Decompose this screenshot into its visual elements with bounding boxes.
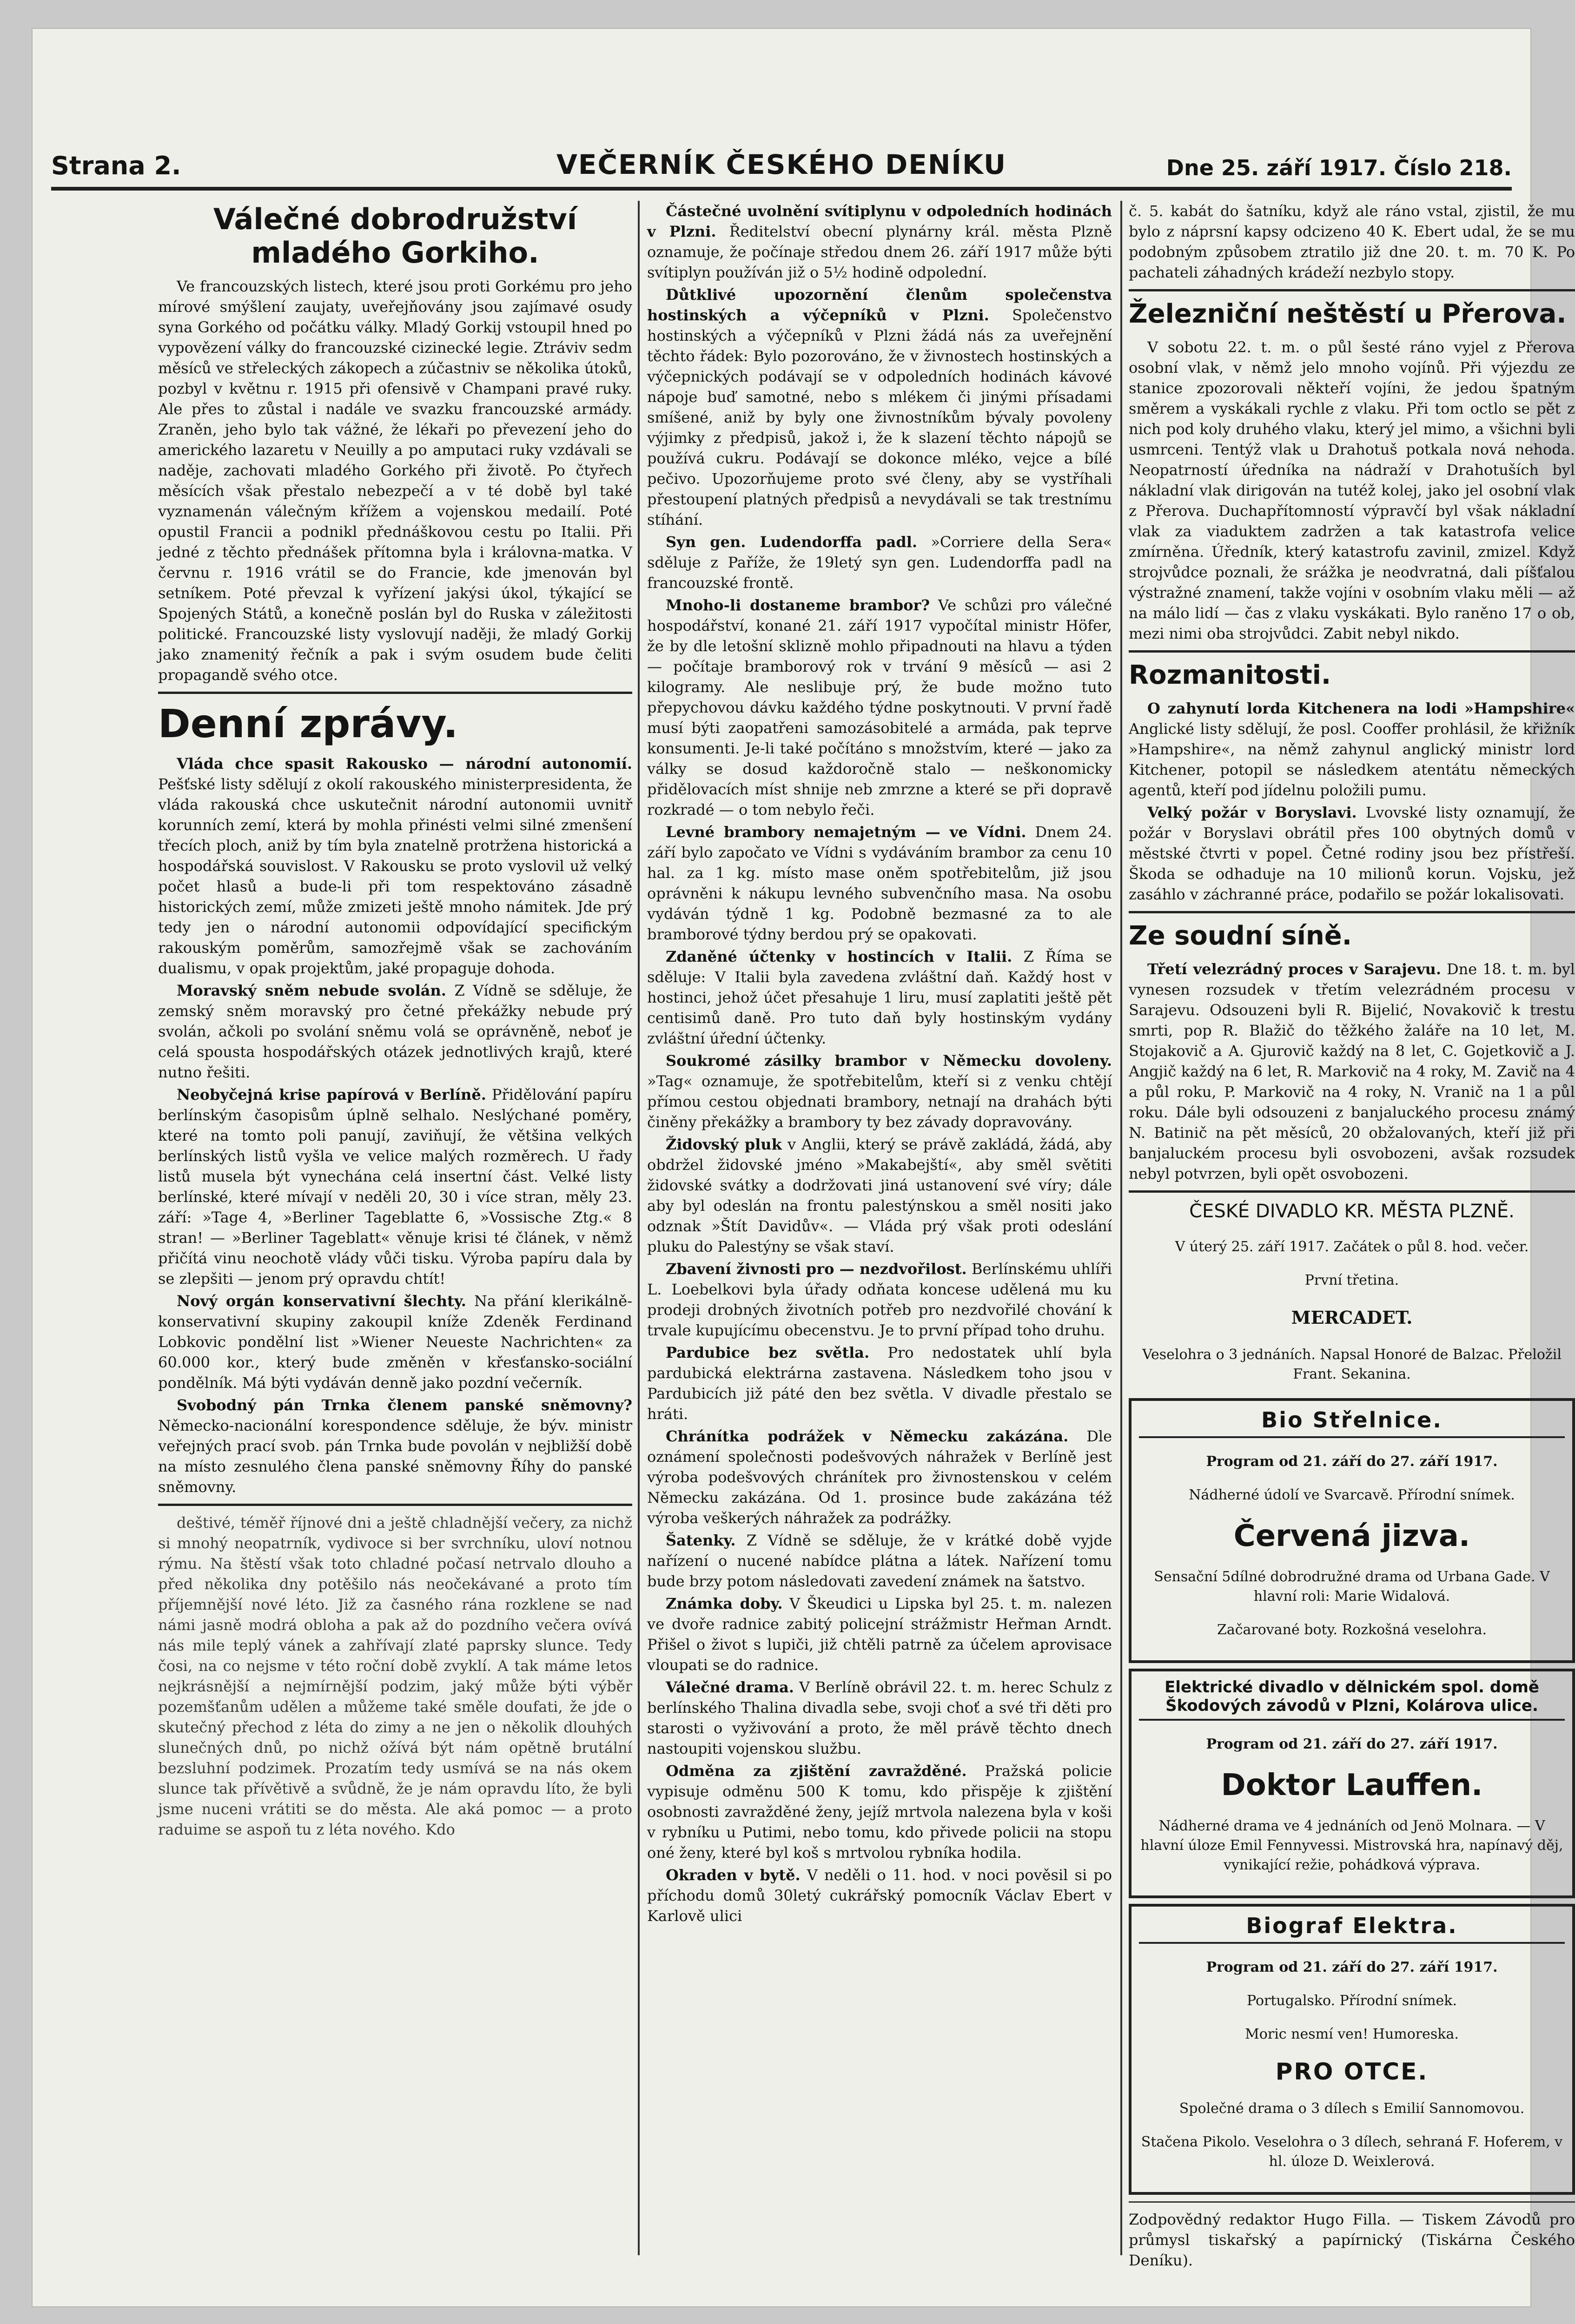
news-head: Svobodný pán Trnka členem panské sněmovny? [177, 1396, 632, 1414]
news-item [647, 946, 1112, 1049]
cinema-line: Nádherné údolí ve Svarcavě. Přírodní snímek. [1189, 1487, 1515, 1503]
column-middle [647, 201, 1112, 2265]
news-item [158, 1291, 632, 1393]
divider [1129, 289, 1575, 291]
article-title: Válečné dobrodružství mladého Gorkiho. [213, 202, 577, 270]
theatre-details: Veselohra o 3 jednáních. Napsal Honoré de Balzac. Přeložil Frant. Sekanina. [1142, 1347, 1562, 1382]
news-item [647, 284, 1112, 530]
news-text: Pešťské listy sdělují z okolí rakouského ministerpresidenta, že vláda rakouská chce uskutečnit národní autonomii uvnitř korunních zemí, která by mohla přinésti velmi silné zmenšení třecích ploch, aniž by tím byla znatelně protržena historická a hospodářská souvislost. V Rakousku se proto vyslovil už velký počet hlasů a bude-li při tom respektováno zásadně historických zemí, může zmizeti ještě mnoho námitek. Jde prý tedy jen o národní autonomii odpovídající specifickým rakouským poměrům, samozřejmě však se zachováním dualismu, v opak projektům, jaké propaguje dohoda. [158, 775, 632, 977]
cinema-program: Program od 21. září do 27. září 1917. [1206, 1736, 1498, 1752]
news-head: Levné brambory nemajetným — ve Vídni. [666, 823, 1026, 841]
divider [158, 692, 632, 694]
news-item [158, 1395, 632, 1497]
news-head: Důtklivé upozornění členům společenstva hostinských a výčepníků v Plzni. [647, 286, 1112, 324]
news-item [647, 1761, 1112, 1863]
news-item [647, 1342, 1112, 1424]
news-text: Z Vídně se sděluje, že v krátké době vyjde nařízení o nucené nabídce plátna a látek. Nařízení tomu bude brzy potom následovati zavedení známek na šatstvo. [647, 1532, 1112, 1590]
news-item [158, 1084, 632, 1289]
news-item [158, 980, 632, 1083]
section-title: Železniční neštěstí u Přerova. [1129, 299, 1567, 329]
divider [1129, 1190, 1575, 1193]
news-text: Z Vídně se sděluje, že zemský sněm moravský pro četné překážky nebude prý svolán, ačkoli po svolání sněmu volá se oprávněně, neboť je celá spousta hospodářských otázek jednotlivých krajů, které nutno řešiti. [158, 982, 632, 1081]
feuilleton-text: deštivé, téměř říjnové dni a ještě chladnější večery, za nichž si mnohý neopatrník, vydivoce si ber svrchníku, uloví notnou rýmu. Na štěstí však toto chladné počasí netrvalo dlouho a před několika dny potěšilo nás neočekávané a proto tím příjemnější nové léto. Již za časného rána rozklene se nad námi jasně modrá obloha a pak až do pozdního večera ovívá nás mile teplý vánek a zahřívají zlaté paprsky slunce. Tedy čosi, na co nejsme v této roční době zvyklí. A tak máme letos nejkrásnější a nejmírnější podzim, jaký může býti výběr pozemšťanům udělen a můžeme také směle doufati, že jde o skutečný přechod z léta do zimy a ne jen o několik dlouhých slunečných dnů, po nichž ožívá být nám opětně brutální bezsluhní podzimek. Prozatím tedy usmívá se na nás okem slunce tak přívětivě a svůdně, že je nám opravdu líto, že byli jsme nuceni vrátiti se do města. Ale aká pomoc — a proto raduime se aspoň tu z léta nového. Kdo [158, 1514, 632, 1838]
news-head: Odměna za zjištění zavražděné. [666, 1762, 967, 1780]
news-text: Ve schůzi pro válečné hospodářství, konané 21. září 1917 vypočítal ministr Höfer, že by dle letošní sklizně mohlo připadnouti na hlavu a týden — počítaje bramborový rok v trvání 9 měsíců — asi 2 kilogramy. Ale neslibuje prý, že bude možno tuto přepychovou dávku každého týdne poskytnouti. V první řadě musí býti zaopatřeni samozásobitelé a armáda, pak teprve konsumenti. Je-li také počítáno s množstvím, které — jako za války se dosud každoročně stalo — neškonomicky přidělovacích míst shnije neb zmrzne a které se při dopravě rozkradé — o tom nebylo řeči. [647, 596, 1112, 819]
cinema-name: Biograf Elektra. [1139, 1913, 1565, 1944]
divider [158, 1504, 632, 1506]
news-text: Berlínskému uhlíři L. Loebelkovi byla úřady odňata koncese udělená mu ku prodeji drobných životních potřeb pro nezdvořilé chování k trvale kupujícímu obecenstvu. Je to první případ toho druhu. [647, 1260, 1112, 1339]
news-text: Přidělování papíru berlínským časopisům úplně selhalo. Neslýchané poměry, které na tomto poli panují, zaviňují, že většina velkých berlínských listů vyšla ve velice malých rozměrech. U řady listů musela být vynechána celá insertní část. Velké listy berlínské, které mívají v neděli 20, 30 i více stran, měly 23. září: »Tage 4, »Berliner Tageblatte 6, »Vossische Ztg.« 8 stran! — »Berliner Tageblatt« věnuje krisi té článek, v němž přičítá vinu neochotě vlády vůči tisku. Výroba papíru dala by se zlepšiti — jenom prý opravdu chtít! [158, 1086, 633, 1287]
news-item [647, 201, 1112, 283]
news-item [1129, 959, 1575, 1184]
column-right [1129, 201, 1575, 2269]
news-item [647, 1259, 1112, 1340]
theatre-play: MERCADET. [1291, 1307, 1413, 1328]
news-head: Zbavení živnosti pro — nezdvořilost. [666, 1260, 967, 1278]
cinema-line: Společné drama o 3 dílech s Emilií Sannomovou. [1179, 2100, 1525, 2117]
news-text: Ředitelství obecní plynárny král. města Plzně oznamuje, že počínaje středou dnem 26. září 1917 může býti svítiplyn používán již o 5½ hodině odpolední. [647, 223, 1112, 281]
cinema-line: Začarované boty. Rozkošná veselohra. [1217, 1622, 1487, 1638]
news-head: Velký požár v Boryslavi. [1147, 804, 1357, 821]
news-head: Neobyčejná krise papírová v Berlíně. [177, 1086, 486, 1103]
film-title: PRO OTCE. [1275, 2058, 1429, 2085]
cinema-line: Sensační 5dílné dobrodružné drama od Urbana Gade. V hlavní roli: Marie Widalová. [1154, 1569, 1550, 1604]
news-head: Moravský sněm nebude svolán. [177, 982, 446, 999]
cinema-line: Moric nesmí ven! Humoreska. [1245, 2026, 1459, 2042]
news-item [647, 1050, 1112, 1132]
issue-date: Dne 25. září 1917. Číslo 218. [1166, 155, 1512, 180]
news-text: »Corriere della Sera« sděluje z Paříže, že 19letý syn gen. Ludendorffa padl na francouzské frontě. [647, 533, 1112, 592]
theatre-date: V úterý 25. září 1917. Začátek o půl 8. hod. večer. [1175, 1239, 1529, 1255]
news-head: Šatenky. [666, 1532, 736, 1549]
news-head: Židovský pluk [666, 1136, 782, 1153]
news-head: Zdaněné účtenky v hostincích v Italii. [666, 948, 1012, 965]
news-item [647, 1677, 1112, 1759]
theatre-subscription: První třetina. [1304, 1272, 1399, 1288]
news-head: Syn gen. Ludendorffa padl. [666, 533, 918, 551]
news-head: O zahynutí lorda Kitchenera na lodi »Hampshire« [1147, 700, 1575, 717]
news-head: Soukromé zásilky brambor v Německu dovoleny. [666, 1052, 1112, 1070]
news-head: Nový orgán konservativní šlechty. [177, 1292, 466, 1310]
news-list [158, 753, 632, 1497]
divider [1129, 2201, 1575, 2203]
news-item [158, 753, 632, 978]
news-text: Z Říma se sděluje: V Italii byla zavedena zvláštní daň. Každý host v hostinci, jehož účet přesahuje 1 liru, musí zaplatiti ještě pět centisimů daně. Pro tuto daň byly hostinským vydány zvláštní úřední účtenky. [647, 948, 1112, 1047]
imprint: Zodpovědný redaktor Hugo Filla. — Tiskem Závodů pro průmysl tiskařský a papírnický (Tiskárna Českého Deníku). [1129, 2211, 1575, 2269]
news-item [647, 822, 1112, 944]
news-item [647, 1593, 1112, 1675]
news-text: Pražská policie vypisuje odměnu 500 K tomu, kdo přispěje k zjištění osobnosti zavražděné ženy, jejíž mrtvola nalezena byla v koši v rybníku u Putimi, nebo tomu, kdo přivede policii na stopu oné ženy, které byl koš s mrtvolou rybníka hodila. [647, 1762, 1112, 1862]
column-divider [1120, 201, 1122, 2255]
news-head: Vláda chce spasit Rakousko — národní autonomií. [177, 755, 632, 772]
newspaper-page [33, 29, 1575, 2306]
news-head: Mnoho-li dostaneme brambor? [666, 596, 930, 614]
cinema-name: Bio Střelnice. [1139, 1407, 1565, 1438]
cinema-program: Program od 21. září do 27. září 1917. [1206, 1453, 1498, 1470]
news-text: Dle oznámení společnosti podešvových náhražek v Berlíně jest výroba podešvových chránítek pro živnostenskou v celém Německu zakázána. Od 1. prosince bude zakázána též výroba veškerých náhražek za podrážky. [647, 1427, 1112, 1527]
news-head: Válečné drama. [666, 1678, 794, 1696]
news-text: Německo-nacionální korespondence sděluje, že býv. ministr veřejných prací svob. pán Trnka bude povolán v nejbližší době na místo zesnulého člena panské sněmovny Říhy do panské sněmovny. [158, 1417, 632, 1496]
news-item [647, 532, 1112, 593]
news-text: Anglické listy sdělují, že posl. Cooffer prohlásil, že křižník »Hampshire«, na němž zahynul anglický ministr lord Kitchener, potopil se následkem atentátu německých agentů, kteří pod jídelnu položili pumu. [1129, 720, 1575, 799]
column-divider [638, 201, 640, 2255]
newspaper-title: VEČERNÍK ČESKÉHO DENÍKU [556, 149, 1007, 180]
column-left [158, 201, 632, 2199]
news-item [647, 1426, 1112, 1528]
cinema-name: Elektrické divadlo v dělnickém spol. domě Škodových závodů v Plzni, Kolárova ulice. [1139, 1678, 1565, 1721]
news-text: V neděli o 11. hod. v noci pověsil si po příchodu domů 30letý cukrářský pomocník Václav Ebert v Karlově ulici [647, 1866, 1112, 1925]
cinema-ad-elektricke [1129, 1669, 1575, 1898]
news-text: V Škeudici u Lipska byl 25. t. m. nalezen ve dvoře radnice zabitý policejní strážmistr Heřman Arndt. Přišel o život s lupiči, již chtěli patrně za účelem aprovisace vloupati se do radnice. [647, 1595, 1112, 1674]
news-text: V Berlíně obrávil 22. t. m. herec Schulz z berlínského Thalina divadla sebe, svoji choť a své tři děti pro starosti o vyživování a proto, že měl právě těchto dnech nastoupiti vojenskou službu. [647, 1678, 1112, 1757]
news-item [647, 1530, 1112, 1591]
news-text: Dnem 24. září bylo započato ve Vídni s vydáváním brambor za cenu 10 hal. za 1 kg. místo mase oněm spotřebitelům, již jsou oprávněni k nákupu levného subvenčního masa. Na osobu vydáván týdně 1 kg. Podobně bezmasné za to ale bramborové týdny berdou prý se opakovati. [647, 823, 1112, 943]
news-item [647, 595, 1112, 820]
divider [1129, 911, 1575, 913]
news-item [647, 1865, 1112, 1926]
news-text: v Anglii, který se právě zakládá, žádá, aby obdržel židovské jméno »Makabejští«, aby směl světiti židovské svátky a dodržovati jiná ustanovení své víry; dále aby byl odeslán na frontu palestýnskou a směl nositi jako odznak »Štít Davidův«. — Vláda prý však proti odeslání pluku do Palestýny se však staví. [647, 1136, 1112, 1255]
news-head: Okraden v bytě. [666, 1866, 801, 1884]
news-text: Lvovské listy oznamují, že požár v Boryslavi obrátil přes 100 obytných domů v městské čtvrti v popel. Četné rodiny jsou bez přístřeší. Škoda se odhaduje na 10 milionů korun. Vojsku, jež zasáhlo v záchranné práce, podařilo se požár lokalisovati. [1129, 804, 1575, 903]
article-continuation: č. 5. kabát do šatníku, když ale ráno vstal, zjistil, že mu bylo z náprsní kapsy odcizeno 40 K. Ebert udal, že se mu podobným způsobem ztratilo již dne 20. t. m. 70 K. Po pachateli záhadných krádeží nezbylo stopy. [1129, 202, 1575, 281]
page-header [51, 122, 1512, 191]
film-title: Červená jizva. [1233, 1519, 1470, 1553]
news-head: Částečné uvolnění svítiplynu v odpoledních hodinách v Plzni. [647, 202, 1112, 240]
news-text: Pro nedostatek uhlí byla pardubická elektrárna zastavena. Následkem toho jsou v Pardubicích již páté den bez světla. V divadle přestalo se hráti. [647, 1344, 1112, 1423]
news-text: »Tag« oznamuje, že spotřebitelům, kteří si z venku chtějí přímou cestou objednati brambory, netnají na drahách býti činěny překážky a brambory ty bez závady dopravovány. [647, 1072, 1112, 1131]
film-title: Doktor Lauffen. [1221, 1768, 1483, 1802]
page-number: Strana 2. [51, 151, 181, 180]
news-head: Pardubice bez světla. [666, 1344, 870, 1361]
news-text: Na přání klerikálně-konservativní skupiny zakoupil kníže Zdeněk Ferdinand Lobkovic pondělní list »Wiener Neueste Nachrichten« za 60.000 kor., který bude změněn v křesťansko-sociální pondělník. Má býti vydáván denně jako pozdní večerník. [158, 1292, 632, 1392]
cinema-program: Program od 21. září do 27. září 1917. [1206, 1959, 1498, 1975]
cinema-line: Nádherné drama ve 4 jednáních od Jenö Molnara. — V hlavní úloze Emil Fennyvessi. Mistrovská hra, napínavý děj, vynikající režie, pohádková výprava. [1140, 1818, 1563, 1873]
news-head: Známka doby. [666, 1595, 783, 1612]
article-body: Ve francouzských listech, které jsou proti Gorkému pro jeho mírové smýšlení zaujaty, uveřejňovány jsou zajímavé osudy syna Gorkého od počátku války. Mladý Gorkij vstoupil hned po vypovězení války do francouzské cizinecké legie. Ztráviv sedm měsíců ve střeleckých zákopech a zúčastniv se několika útoků, pozbyl v květnu r. 1915 při ofensivě v Champani pravé ruky. Ale přes to zůstal i nadále ve svazku francouzské armády. Zraněn, jeho bylo tak vážné, že lékaři po převezení jeho do amerického lazaretu v Neuilly a po amputaci ruky vzdávali se naděje, zachovati mladého Gorkého při životě. Po čtyřech měsících však přestalo nebezpečí a v té době byl také vyznamenán válečným křížem a vojenskou medailí. Poté opustil Francii a podnikl přednáškovou cestu po Italii. Při jedné z těchto přednášek přítomna byla i královna-matka. V červnu r. 1916 vrátil se do Francie, kde jmenován byl setníkem. Poté převzal k vyřízení jakýsi úkol, týkající se Spojených Států, a konečně poslán byl do Ruska v záležitosti politické. Francouzské listy vyslovují naději, že mladý Gorkij jako znamenitý řečník a pak i svým osudem bude čeliti propagandě svého otce. [158, 277, 632, 684]
section-title: Denní zprávy. [158, 701, 458, 746]
article-body: V sobotu 22. t. m. o půl šesté ráno vyjel z Přerova osobní vlak, v němž jelo mnoho vojínů. Při výjezdu ze stanice zpozorovali někteří vojíni, že jedou špatným směrem a vyskákali rychle z vlaku. Při tom octlo se pět z nich pod koly druhého vlaku, který jel mimo, a všichni byli usmrceni. Tentýž vlak u Drahotuš potkala nová nehoda. Neopatrností úředníka na nádraží v Drahotuších byl nákladní vlak dirigován na tutéž kolej, jako jel osobní vlak z Přerova. Duchapřítomností výpravčí byl však nákladní vlak za viaduktem zadržen a tak katastrofa velice zmírněna. Úředník, který katastrofu zavinil, zmizel. Když strojvůdce poznali, že srážka je neodvratná, dali píšťalou výstražné znamení, takže vojíni v osobním vlaku měli — až na málo lidí — čas z vlaku vyskákati. Bylo raněno 17 o ob, mezi nimi oba strojvůdci. Zabit nebyl nikdo. [1129, 338, 1575, 642]
news-head: Chránítka podrážek v Německu zakázána. [666, 1427, 1069, 1445]
cinema-ad-strelnice [1129, 1398, 1575, 1663]
news-item [647, 1134, 1112, 1257]
theatre-title: ČESKÉ DIVADLO KR. MĚSTA PLZNĚ. [1189, 1201, 1515, 1222]
news-text: Dne 18. t. m. byl vynesen rozsudek v třetím velezrádném procesu v Sarajevu. Odsouzeni byli R. Bijelić, Novakovič k trestu smrti, pop R. Blažič do těžkého žaláře na 10 let, M. Stojakovič a A. Gjurovič každý na 8 let, C. Gojetkovič a J. Angjič každý na 6 let, R. Markovič na 4 roky, M. Zavič na 4 a půl roku, P. Markovič na 4 roky, N. Vranič na 1 a půl roku. Dále byli odsouzeni z banjaluckého procesu známý N. Batinič na pět měsíců, 20 obžalovaných, kteří již při banjaluckém procesu byli osvobozeni, avšak rozsudek nebyl potvrzen, byli opět osvobozeni. [1129, 960, 1575, 1182]
divider [1129, 650, 1575, 653]
section-title: Rozmanitosti. [1129, 660, 1331, 690]
cinema-line: Portugalsko. Přírodní snímek. [1246, 1993, 1457, 2009]
cinema-line: Stačena Pikolo. Veselohra o 3 dílech, sehraná F. Hoferem, v hl. úloze D. Weixlerová. [1141, 2134, 1563, 2170]
cinema-ad-elektra [1129, 1904, 1575, 2195]
news-text: Společenstvo hostinských a výčepníků v Plzni žádá nás za uveřejnění těchto řádek: Bylo pozorováno, že v živnostech hostinských a výčepnických podávají se v odpoledních hodinách kávové nápoje buď samotné, nebo s mlékem či jinými přísadami smíšené, aniž by byly one živnostníkům bývaly povoleny výjimky z předpisů, jakož i, že k slazení těchto nápojů se používá cukru. Podávají se dokonce mléko, vejce a bílé pečivo. Upozorňujeme proto své členy, aby se vystříhali přestoupení platných předpisů a nevydávali se tak trestnímu stíhání. [647, 306, 1112, 528]
news-item [1129, 698, 1575, 800]
section-title: Ze soudní síně. [1129, 921, 1352, 951]
news-head: Třetí velezrádný proces v Sarajevu. [1147, 960, 1442, 978]
news-item [1129, 802, 1575, 905]
